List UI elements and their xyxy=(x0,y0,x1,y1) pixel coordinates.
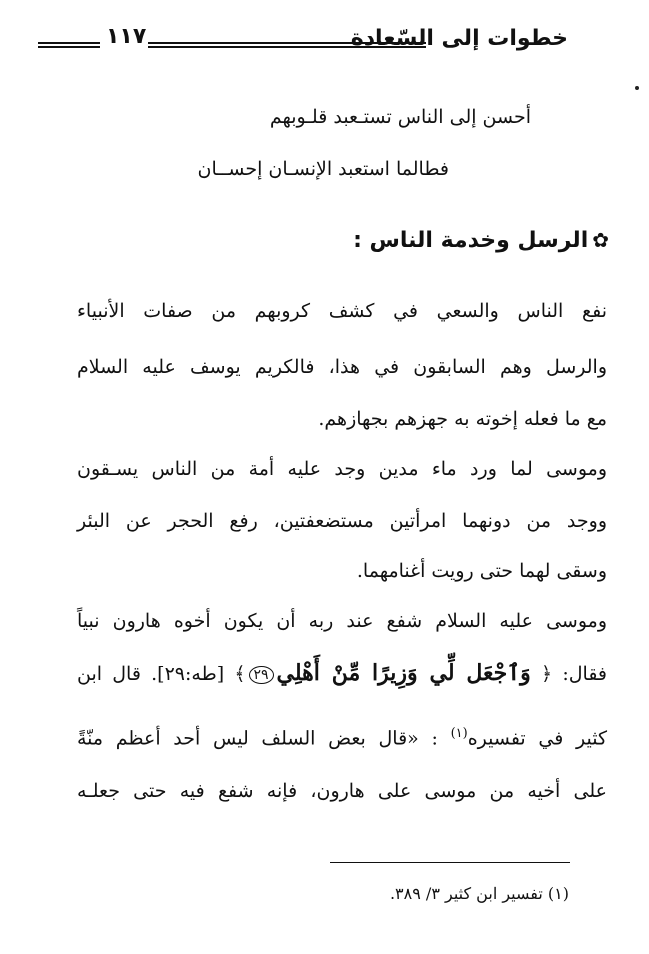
poem-verse-2: فطالما استعبد الإنسـان إحســان xyxy=(197,158,449,180)
ayah-number: ٢٩ xyxy=(249,666,274,684)
page-number: ١١٧ xyxy=(106,24,147,49)
citation-line xyxy=(77,726,607,749)
header-rule xyxy=(38,42,100,48)
body-line: وسقى لهما حتى رويت أغنامهما. xyxy=(356,560,607,582)
header-rule xyxy=(148,42,426,48)
citation-text: : «قال بعض السلف ليس أحد أعظم منّةً xyxy=(77,727,438,750)
footnote-ref[interactable]: (١) xyxy=(450,726,468,741)
section-heading xyxy=(353,228,609,253)
body-line: نفع الناس والسعي في كشف كروبهم من صفات الأنبياء xyxy=(77,300,607,322)
section-heading-text: الرسل وخدمة الناس : xyxy=(353,228,589,253)
quran-verse: وَٱجْعَل لِّي وَزِيرًا مِّنْ أَهْلِي xyxy=(276,660,531,686)
quran-reference: [طه:٢٩]. xyxy=(151,663,225,685)
footnote-rule xyxy=(330,862,570,863)
stray-mark xyxy=(635,86,639,90)
flower-icon: ✿ xyxy=(592,228,609,252)
quran-line xyxy=(77,660,607,686)
body-line: وموسى لما ورد ماء مدين وجد عليه أمة من الناس يسـقون xyxy=(77,458,607,480)
poem-verse-1: أحسن إلى الناس تستـعبد قلـوبهم xyxy=(269,106,531,128)
body-line: مع ما فعله إخوته به جهزهم بجهازهم. xyxy=(318,408,607,430)
quran-prefix: فقال: ﴿ xyxy=(540,663,608,685)
quran-suffix: قال ابن xyxy=(77,663,141,685)
body-line: على أخيه من موسى على هارون، فإنه شفع فيه حتى جعلـه xyxy=(77,780,607,802)
footnote: (١) تفسير ابن كثير ٣/ ٣٨٩. xyxy=(389,884,569,903)
body-line: وموسى عليه السلام شفع عند ربه أن يكون أخوه هارون نبياً xyxy=(77,610,607,632)
quran-close: ﴾ xyxy=(234,663,246,685)
page-header xyxy=(38,26,568,60)
running-title: خطوات إلى السّعادة xyxy=(350,26,568,51)
citation-prefix: كثير في تفسيره xyxy=(467,727,608,750)
body-line: والرسل وهم السابقون في هذا، فالكريم يوسف عليه السلام xyxy=(77,356,607,378)
body-line: ووجد من دونهما امرأتين مستضعفتين، رفع الحجر عن البئر xyxy=(77,510,607,532)
